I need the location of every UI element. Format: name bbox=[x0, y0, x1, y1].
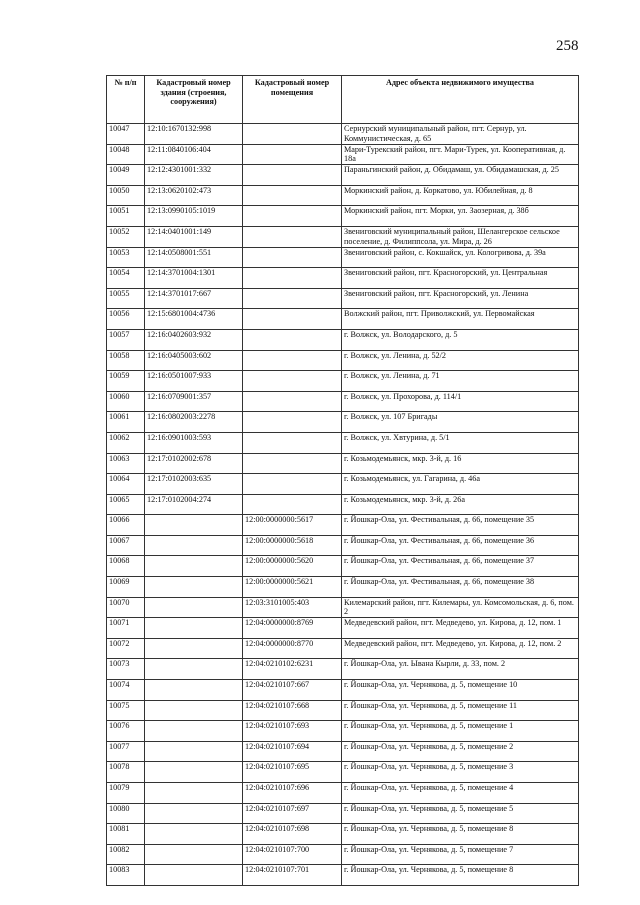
cell-number: 10063 bbox=[107, 453, 145, 474]
cell-building-cadastral: 12:17:0102004:274 bbox=[145, 494, 243, 515]
cell-number: 10058 bbox=[107, 350, 145, 371]
cell-building-cadastral bbox=[145, 783, 243, 804]
table-row bbox=[107, 865, 579, 886]
cell-building-cadastral: 12:16:0901003:593 bbox=[145, 432, 243, 453]
cell-address: г. Йошкар-Ола, ул. Чернякова, д. 5, помещение 3 bbox=[342, 762, 579, 783]
cell-number: 10076 bbox=[107, 721, 145, 742]
cell-number: 10057 bbox=[107, 329, 145, 350]
table-row bbox=[107, 185, 579, 206]
cell-address: г. Йошкар-Ола, ул. Чернякова, д. 5, помещение 2 bbox=[342, 741, 579, 762]
cell-room-cadastral bbox=[243, 494, 342, 515]
cell-room-cadastral: 12:04:0000000:8770 bbox=[243, 638, 342, 659]
cell-number: 10083 bbox=[107, 865, 145, 886]
cell-room-cadastral: 12:04:0210107:693 bbox=[243, 721, 342, 742]
cell-address: Медведевский район, пгт. Медведево, ул. Кирова, д. 12, пом. 1 bbox=[342, 618, 579, 639]
cell-address: г. Козьмодемьянск, ул. Гагарина, д. 46а bbox=[342, 474, 579, 495]
cell-room-cadastral: 12:04:0210107:696 bbox=[243, 783, 342, 804]
cell-building-cadastral: 12:14:0401001:149 bbox=[145, 226, 243, 247]
cell-number: 10078 bbox=[107, 762, 145, 783]
cell-address: г. Йошкар-Ола, ул. Ывана Кырли, д. 33, пом. 2 bbox=[342, 659, 579, 680]
cell-number: 10055 bbox=[107, 288, 145, 309]
cell-address: г. Йошкар-Ола, ул. Чернякова, д. 5, помещение 8 bbox=[342, 865, 579, 886]
cell-room-cadastral: 12:00:0000000:5618 bbox=[243, 535, 342, 556]
table-row bbox=[107, 329, 579, 350]
cell-room-cadastral bbox=[243, 371, 342, 392]
cell-address: Килемарский район, пгт. Килемары, ул. Комсомольская, д. 6, пом. 2 bbox=[342, 597, 579, 618]
table-row bbox=[107, 309, 579, 330]
table-row bbox=[107, 391, 579, 412]
cell-building-cadastral bbox=[145, 659, 243, 680]
cell-number: 10082 bbox=[107, 844, 145, 865]
cell-building-cadastral bbox=[145, 680, 243, 701]
cell-room-cadastral bbox=[243, 453, 342, 474]
cell-building-cadastral bbox=[145, 597, 243, 618]
cell-room-cadastral: 12:04:0210107:700 bbox=[243, 844, 342, 865]
cell-address: Сернурский муниципальный район, пгт. Сернур, ул. Коммунистическая, д. 65 bbox=[342, 124, 579, 145]
table-row bbox=[107, 144, 579, 165]
cell-room-cadastral: 12:00:0000000:5621 bbox=[243, 577, 342, 598]
cell-number: 10071 bbox=[107, 618, 145, 639]
cell-building-cadastral: 12:16:0501007:933 bbox=[145, 371, 243, 392]
cell-number: 10081 bbox=[107, 824, 145, 845]
cell-room-cadastral bbox=[243, 144, 342, 165]
cell-room-cadastral bbox=[243, 391, 342, 412]
cell-room-cadastral bbox=[243, 124, 342, 145]
cell-address: г. Волжск, ул. Прохорова, д. 114/1 bbox=[342, 391, 579, 412]
cell-building-cadastral bbox=[145, 618, 243, 639]
cell-building-cadastral: 12:11:0840106:404 bbox=[145, 144, 243, 165]
table-row bbox=[107, 597, 579, 618]
cell-number: 10056 bbox=[107, 309, 145, 330]
table-row bbox=[107, 535, 579, 556]
cell-building-cadastral: 12:16:0709001:357 bbox=[145, 391, 243, 412]
table-row bbox=[107, 783, 579, 804]
table-row bbox=[107, 556, 579, 577]
table-row bbox=[107, 638, 579, 659]
cell-number: 10075 bbox=[107, 700, 145, 721]
cell-building-cadastral: 12:17:0102003:635 bbox=[145, 474, 243, 495]
cell-building-cadastral: 12:15:6801004:4736 bbox=[145, 309, 243, 330]
cell-number: 10062 bbox=[107, 432, 145, 453]
cell-address: г. Йошкар-Ола, ул. Чернякова, д. 5, помещение 7 bbox=[342, 844, 579, 865]
cell-building-cadastral: 12:12:4301001:332 bbox=[145, 165, 243, 186]
table-row bbox=[107, 721, 579, 742]
cell-building-cadastral bbox=[145, 556, 243, 577]
cell-address: Звениговский муниципальный район, Шелангерское сельское поселение, д. Филиппсола, ул. Мира, д. 26 bbox=[342, 226, 579, 247]
cell-room-cadastral bbox=[243, 329, 342, 350]
table-row bbox=[107, 350, 579, 371]
cell-building-cadastral bbox=[145, 577, 243, 598]
cell-address: Звениговский район, пгт. Красногорский, ул. Ленина bbox=[342, 288, 579, 309]
cell-address: Параньгинский район, д. Обидамаш, ул. Обидамашская, д. 25 bbox=[342, 165, 579, 186]
cell-address: г. Волжск, ул. Хвтурина, д. 5/1 bbox=[342, 432, 579, 453]
table-row bbox=[107, 412, 579, 433]
table-body bbox=[107, 124, 579, 886]
cell-building-cadastral: 12:13:0990105:1019 bbox=[145, 206, 243, 227]
cell-number: 10069 bbox=[107, 577, 145, 598]
table-row bbox=[107, 432, 579, 453]
table-row bbox=[107, 165, 579, 186]
cell-building-cadastral bbox=[145, 638, 243, 659]
table-row bbox=[107, 824, 579, 845]
cell-room-cadastral: 12:04:0210107:667 bbox=[243, 680, 342, 701]
cell-room-cadastral bbox=[243, 226, 342, 247]
cell-number: 10074 bbox=[107, 680, 145, 701]
cell-room-cadastral: 12:04:0210107:668 bbox=[243, 700, 342, 721]
cell-address: г. Волжск, ул. Ленина, д. 71 bbox=[342, 371, 579, 392]
cell-number: 10059 bbox=[107, 371, 145, 392]
cell-room-cadastral: 12:04:0210107:701 bbox=[243, 865, 342, 886]
cell-building-cadastral: 12:14:3701004:1301 bbox=[145, 268, 243, 289]
cell-address: г. Йошкар-Ола, ул. Чернякова, д. 5, помещение 10 bbox=[342, 680, 579, 701]
cell-room-cadastral bbox=[243, 350, 342, 371]
cell-address: г. Йошкар-Ола, ул. Чернякова, д. 5, помещение 11 bbox=[342, 700, 579, 721]
cell-room-cadastral: 12:04:0210107:698 bbox=[243, 824, 342, 845]
table-row bbox=[107, 206, 579, 227]
cell-room-cadastral bbox=[243, 165, 342, 186]
cell-room-cadastral: 12:00:0000000:5620 bbox=[243, 556, 342, 577]
header-number: № п/п bbox=[107, 76, 145, 124]
cell-number: 10051 bbox=[107, 206, 145, 227]
cell-address: г. Йошкар-Ола, ул. Фестивальная, д. 66, помещение 35 bbox=[342, 515, 579, 536]
table-row bbox=[107, 494, 579, 515]
cell-room-cadastral: 12:04:0210107:694 bbox=[243, 741, 342, 762]
cell-building-cadastral: 12:16:0802003:2278 bbox=[145, 412, 243, 433]
cell-building-cadastral: 12:14:3701017:667 bbox=[145, 288, 243, 309]
cell-number: 10048 bbox=[107, 144, 145, 165]
cell-room-cadastral bbox=[243, 474, 342, 495]
cell-building-cadastral bbox=[145, 762, 243, 783]
cell-building-cadastral: 12:14:0508001:551 bbox=[145, 247, 243, 268]
cell-number: 10072 bbox=[107, 638, 145, 659]
cell-number: 10067 bbox=[107, 535, 145, 556]
cell-building-cadastral bbox=[145, 721, 243, 742]
table-row bbox=[107, 659, 579, 680]
cell-number: 10049 bbox=[107, 165, 145, 186]
table-header-row bbox=[107, 76, 579, 124]
cell-number: 10073 bbox=[107, 659, 145, 680]
cell-number: 10077 bbox=[107, 741, 145, 762]
table-row bbox=[107, 700, 579, 721]
table-row bbox=[107, 577, 579, 598]
cell-room-cadastral: 12:04:0210107:697 bbox=[243, 803, 342, 824]
header-room-cadastral: Кадастровый номер помещения bbox=[243, 76, 342, 124]
cell-room-cadastral bbox=[243, 432, 342, 453]
cell-building-cadastral: 12:10:1670132:998 bbox=[145, 124, 243, 145]
cell-address: г. Козьмодемьянск, мкр. 3-й, д. 16 bbox=[342, 453, 579, 474]
cell-room-cadastral bbox=[243, 288, 342, 309]
cell-address: г. Йошкар-Ола, ул. Фестивальная, д. 66, помещение 37 bbox=[342, 556, 579, 577]
cell-number: 10066 bbox=[107, 515, 145, 536]
table-row bbox=[107, 844, 579, 865]
cell-room-cadastral: 12:00:0000000:5617 bbox=[243, 515, 342, 536]
cell-building-cadastral: 12:17:0102002:678 bbox=[145, 453, 243, 474]
cell-address: г. Йошкар-Ола, ул. Чернякова, д. 5, помещение 8 bbox=[342, 824, 579, 845]
cell-building-cadastral bbox=[145, 535, 243, 556]
cell-address: Звениговский район, пгт. Красногорский, ул. Центральная bbox=[342, 268, 579, 289]
table-row bbox=[107, 680, 579, 701]
table-row bbox=[107, 515, 579, 536]
table-row bbox=[107, 762, 579, 783]
cell-building-cadastral bbox=[145, 515, 243, 536]
cell-room-cadastral bbox=[243, 412, 342, 433]
table-row bbox=[107, 124, 579, 145]
table-row bbox=[107, 247, 579, 268]
table-row bbox=[107, 453, 579, 474]
cell-address: г. Волжск, ул. 107 Бригады bbox=[342, 412, 579, 433]
cell-building-cadastral bbox=[145, 803, 243, 824]
header-address: Адрес объекта недвижимого имущества bbox=[342, 76, 579, 124]
cell-address: г. Волжск, ул. Ленина, д. 52/2 bbox=[342, 350, 579, 371]
cell-address: Медведевский район, пгт. Медведево, ул. Кирова, д. 12, пом. 2 bbox=[342, 638, 579, 659]
cell-number: 10068 bbox=[107, 556, 145, 577]
cell-number: 10079 bbox=[107, 783, 145, 804]
cell-building-cadastral bbox=[145, 741, 243, 762]
cell-number: 10060 bbox=[107, 391, 145, 412]
cell-address: г. Йошкар-Ола, ул. Фестивальная, д. 66, помещение 38 bbox=[342, 577, 579, 598]
cell-room-cadastral: 12:03:3101005:403 bbox=[243, 597, 342, 618]
table-row bbox=[107, 474, 579, 495]
cell-number: 10065 bbox=[107, 494, 145, 515]
cell-room-cadastral: 12:04:0210107:695 bbox=[243, 762, 342, 783]
cell-address: Моркинский район, д. Коркатово, ул. Юбилейная, д. 8 bbox=[342, 185, 579, 206]
cell-number: 10080 bbox=[107, 803, 145, 824]
cell-room-cadastral bbox=[243, 185, 342, 206]
cell-building-cadastral bbox=[145, 865, 243, 886]
cell-address: г. Волжск, ул. Володарского, д. 5 bbox=[342, 329, 579, 350]
cell-address: г. Йошкар-Ола, ул. Чернякова, д. 5, помещение 5 bbox=[342, 803, 579, 824]
table-row bbox=[107, 803, 579, 824]
cell-building-cadastral bbox=[145, 844, 243, 865]
cell-room-cadastral bbox=[243, 247, 342, 268]
cell-room-cadastral bbox=[243, 309, 342, 330]
cell-address: Волжский район, пгт. Приволжский, ул. Первомайская bbox=[342, 309, 579, 330]
table-row bbox=[107, 268, 579, 289]
cell-room-cadastral: 12:04:0210102:6231 bbox=[243, 659, 342, 680]
table-row bbox=[107, 288, 579, 309]
cell-building-cadastral bbox=[145, 824, 243, 845]
table-row bbox=[107, 741, 579, 762]
header-building-cadastral: Кадастровый номер здания (строения, сооружения) bbox=[145, 76, 243, 124]
cell-number: 10047 bbox=[107, 124, 145, 145]
cell-room-cadastral: 12:04:0000000:8769 bbox=[243, 618, 342, 639]
cell-number: 10054 bbox=[107, 268, 145, 289]
cell-number: 10064 bbox=[107, 474, 145, 495]
cell-address: Моркинский район, пгт. Морки, ул. Заозерная, д. 38б bbox=[342, 206, 579, 227]
cell-building-cadastral: 12:13:0620102:473 bbox=[145, 185, 243, 206]
cell-room-cadastral bbox=[243, 268, 342, 289]
cell-room-cadastral bbox=[243, 206, 342, 227]
cell-address: Мари-Турекский район, пгт. Мари-Турек, ул. Кооперативная, д. 18а bbox=[342, 144, 579, 165]
cell-number: 10061 bbox=[107, 412, 145, 433]
page-number: 258 bbox=[556, 38, 579, 54]
cell-building-cadastral: 12:16:0405003:602 bbox=[145, 350, 243, 371]
cell-building-cadastral bbox=[145, 700, 243, 721]
cell-number: 10052 bbox=[107, 226, 145, 247]
cell-address: г. Йошкар-Ола, ул. Чернякова, д. 5, помещение 4 bbox=[342, 783, 579, 804]
cell-building-cadastral: 12:16:0402603:932 bbox=[145, 329, 243, 350]
cell-number: 10070 bbox=[107, 597, 145, 618]
table-row bbox=[107, 226, 579, 247]
table-row bbox=[107, 618, 579, 639]
cell-number: 10053 bbox=[107, 247, 145, 268]
cell-address: г. Йошкар-Ола, ул. Фестивальная, д. 66, помещение 36 bbox=[342, 535, 579, 556]
cell-address: Звениговский район, с. Кокшайск, ул. Кологривова, д. 39а bbox=[342, 247, 579, 268]
cell-address: г. Козьмодемьянск, мкр. 3-й, д. 26а bbox=[342, 494, 579, 515]
table-row bbox=[107, 371, 579, 392]
cell-number: 10050 bbox=[107, 185, 145, 206]
cell-address: г. Йошкар-Ола, ул. Чернякова, д. 5, помещение 1 bbox=[342, 721, 579, 742]
property-table bbox=[106, 75, 579, 886]
